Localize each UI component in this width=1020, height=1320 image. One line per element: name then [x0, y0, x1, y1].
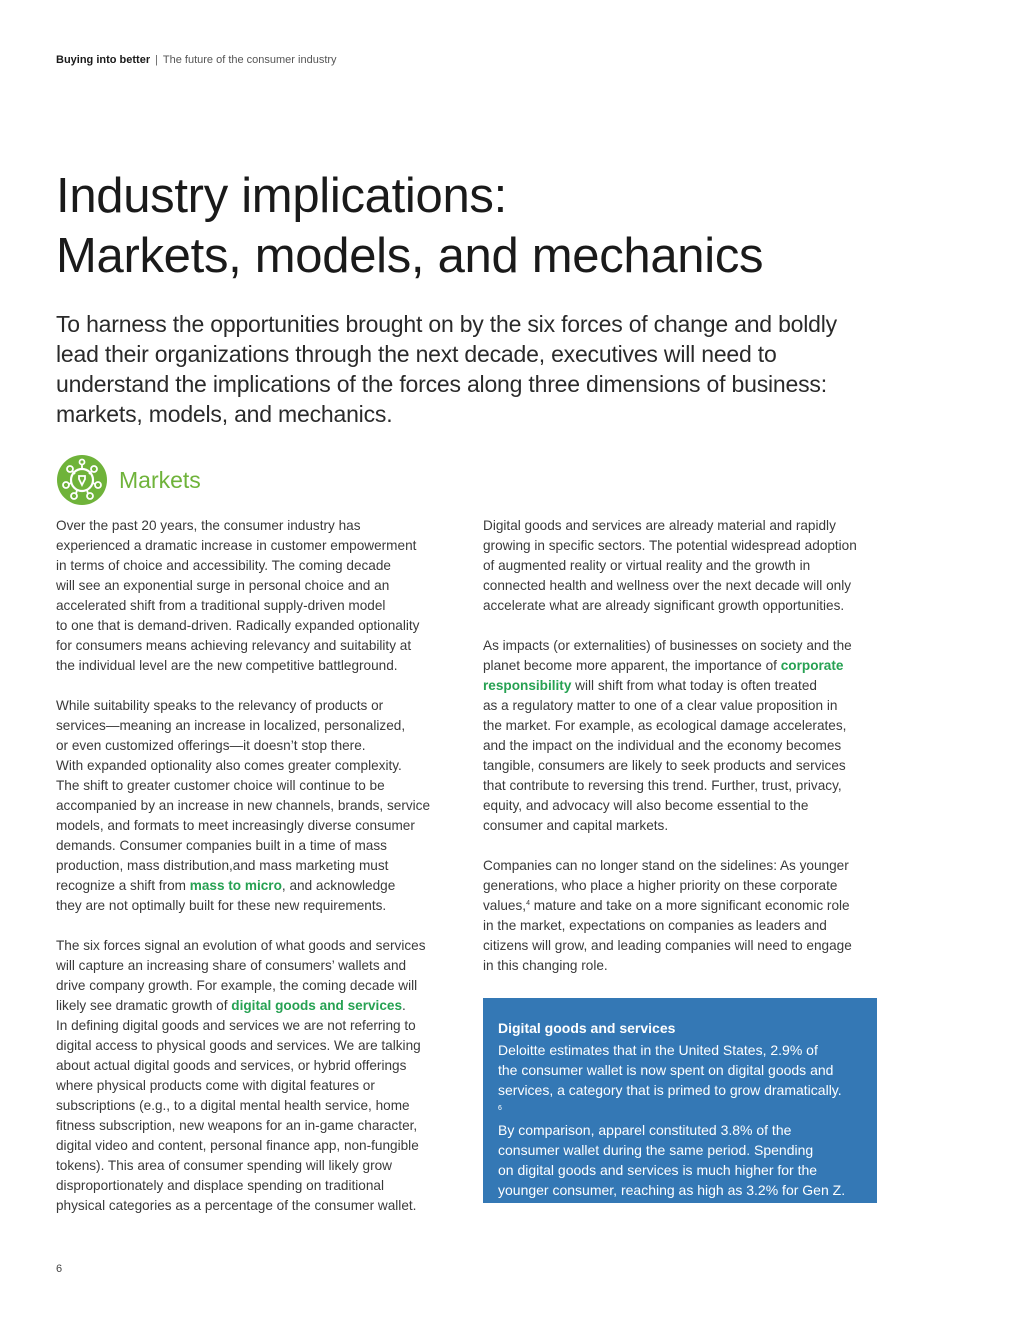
text-line: where physical products come with digital features or: [56, 1078, 375, 1093]
text-line: connected health and wellness over the next decade will only: [483, 578, 852, 593]
highlight-responsibility: responsibility: [483, 678, 572, 693]
publication-subtitle: The future of the consumer industry: [162, 54, 337, 66]
text-line: accelerated shift from a traditional supply-driven model: [56, 598, 386, 613]
paragraph: [483, 636, 883, 836]
text-run: planet become more apparent, the importance of: [483, 658, 781, 673]
text-line: demands. Consumer companies built in a time of mass: [56, 838, 387, 853]
callout-line: Deloitte estimates that in the United States, 2.9% of: [498, 1042, 818, 1058]
text-line: equity, and advocacy will also become essential to the: [483, 798, 809, 813]
text-line: to one that is demand-driven. Radically expanded optionality: [56, 618, 420, 633]
callout-body: [498, 1040, 877, 1200]
text-line: services—meaning an increase in localized, personalized,: [56, 718, 406, 733]
text-line: experienced a dramatic increase in customer empowerment: [56, 538, 417, 553]
text-line: As impacts (or externalities) of businesses on society and the: [483, 638, 852, 653]
right-text-column: [483, 516, 883, 996]
text-line: will see an exponential surge in personal choice and an: [56, 578, 390, 593]
text-run: mature and take on a more significant economic role: [529, 898, 850, 913]
page-title-line: Industry implications:: [56, 169, 507, 223]
paragraph: [483, 516, 883, 616]
left-text-column: [56, 516, 456, 1236]
text-line: for consumers means achieving relevancy and suitability at: [56, 638, 412, 653]
paragraph: [56, 516, 456, 676]
lead-paragraph: [56, 309, 886, 429]
text-line: in terms of choice and accessibility. The coming decade: [56, 558, 391, 573]
section-title: Markets: [119, 467, 201, 493]
text-line: [483, 676, 883, 696]
text-run: services, a category that is primed to grow dramatically.: [498, 1082, 842, 1098]
text-line: consumer and capital markets.: [483, 818, 669, 833]
text-line: they are not optimally built for these new requirements.: [56, 898, 387, 913]
text-line: and the impact on the individual and the economy becomes: [483, 738, 842, 753]
text-line: of augmented reality or virtual reality and the growth in: [483, 558, 811, 573]
paragraph: [483, 856, 883, 976]
text-run: recognize a shift from: [56, 878, 190, 893]
text-line: generations, who place a higher priority on these corporate: [483, 878, 838, 893]
text-line: that contribute to reversing this trend. Further, trust, privacy,: [483, 778, 842, 793]
highlight-mass-to-micro: mass to micro: [189, 878, 282, 893]
markets-network-icon: [56, 454, 108, 506]
text-line: in the market, expectations on companies as leaders and: [483, 918, 827, 933]
text-line: in this changing role.: [483, 958, 608, 973]
text-line: While suitability speaks to the relevancy of products or: [56, 698, 384, 713]
page-number: 6: [56, 1263, 63, 1275]
text-line: [483, 656, 883, 676]
text-line: With expanded optionality also comes greater complexity.: [56, 758, 402, 773]
text-line: about actual digital goods and services, or hybrid offerings: [56, 1058, 407, 1073]
callout-line: [498, 1080, 877, 1120]
footnote-ref[interactable]: 4: [526, 900, 530, 907]
text-line: the individual level are the new competitive battleground.: [56, 658, 398, 673]
text-line: Digital goods and services are already material and rapidly: [483, 518, 836, 533]
text-line: citizens will grow, and leading companies will need to engage: [483, 938, 852, 953]
text-line: accelerate what are already significant growth opportunities.: [483, 598, 845, 613]
text-line: Over the past 20 years, the consumer industry has: [56, 518, 361, 533]
paragraph: [56, 696, 456, 916]
text-line: or even customized offerings—it doesn’t stop there.: [56, 738, 366, 753]
callout-line: younger consumer, reaching as high as 3.2% for Gen Z.: [498, 1182, 846, 1198]
text-line: production, mass distribution,and mass marketing must: [56, 858, 389, 873]
text-line: disproportionately and displace spending on traditional: [56, 1178, 384, 1193]
text-line: drive company growth. For example, the coming decade will: [56, 978, 418, 993]
page-title: [56, 166, 763, 286]
text-line: digital access to physical goods and services. We are talking: [56, 1038, 421, 1053]
callout-line: consumer wallet during the same period. Spending: [498, 1142, 814, 1158]
page-title-line: Markets, models, and mechanics: [56, 229, 764, 283]
text-line: as a regulatory matter to one of a clear value proposition in: [483, 698, 838, 713]
text-line: fitness subscription, new weapons for an in-game character,: [56, 1118, 418, 1133]
text-line: tokens). This area of consumer spending will likely grow: [56, 1158, 392, 1173]
text-line: The shift to greater customer choice will continue to be: [56, 778, 385, 793]
text-line: Companies can no longer stand on the sidelines: As younger: [483, 858, 849, 873]
text-line: The six forces signal an evolution of what goods and services: [56, 938, 426, 953]
text-line: [483, 896, 883, 916]
highlight-corporate: corporate: [780, 658, 844, 673]
text-line: digital video and content, personal finance app, non-fungible: [56, 1138, 419, 1153]
text-line: In defining digital goods and services we are not referring to: [56, 1018, 416, 1033]
text-run: likely see dramatic growth of: [56, 998, 232, 1013]
text-line: the market. For example, as ecological damage accelerates,: [483, 718, 847, 733]
text-run: will shift from what today is often treated: [571, 678, 817, 693]
text-line: [56, 876, 456, 896]
text-line: [56, 996, 456, 1016]
publication-title: Buying into better: [56, 54, 151, 66]
digital-goods-callout-box: [483, 998, 877, 1203]
text-line: models, and formats to meet increasingly diverse consumer: [56, 818, 415, 833]
text-line: tangible, consumers are likely to seek products and services: [483, 758, 846, 773]
text-line: physical categories as a percentage of the consumer wallet.: [56, 1198, 417, 1213]
text-line: accompanied by an increase in new channels, brands, service: [56, 798, 431, 813]
lead-line: To harness the opportunities brought on by the six forces of change and boldly: [56, 311, 837, 337]
text-run: .: [402, 998, 406, 1013]
text-line: subscriptions (e.g., to a digital mental health service, home: [56, 1098, 410, 1113]
callout-title: Digital goods and services: [498, 1020, 676, 1036]
callout-line: on digital goods and services is much higher for the: [498, 1162, 818, 1178]
callout-line: By comparison, apparel constituted 3.8% of the: [498, 1122, 792, 1138]
callout-line: the consumer wallet is now spent on digital goods and: [498, 1062, 834, 1078]
footnote-ref[interactable]: 6: [498, 1105, 502, 1112]
lead-line: markets, models, and mechanics.: [56, 401, 393, 427]
header-separator: |: [155, 54, 159, 66]
text-line: growing in specific sectors. The potential widespread adoption: [483, 538, 857, 553]
text-run: , and acknowledge: [281, 878, 396, 893]
lead-line: understand the implications of the forces along three dimensions of business:: [56, 371, 827, 397]
text-run: values,: [483, 898, 527, 913]
highlight-digital-goods: digital goods and services: [231, 998, 403, 1013]
running-header: [56, 54, 337, 66]
lead-line: lead their organizations through the next decade, executives will need to: [56, 341, 777, 367]
paragraph: [56, 936, 456, 1216]
text-line: will capture an increasing share of consumers’ wallets and: [56, 958, 407, 973]
